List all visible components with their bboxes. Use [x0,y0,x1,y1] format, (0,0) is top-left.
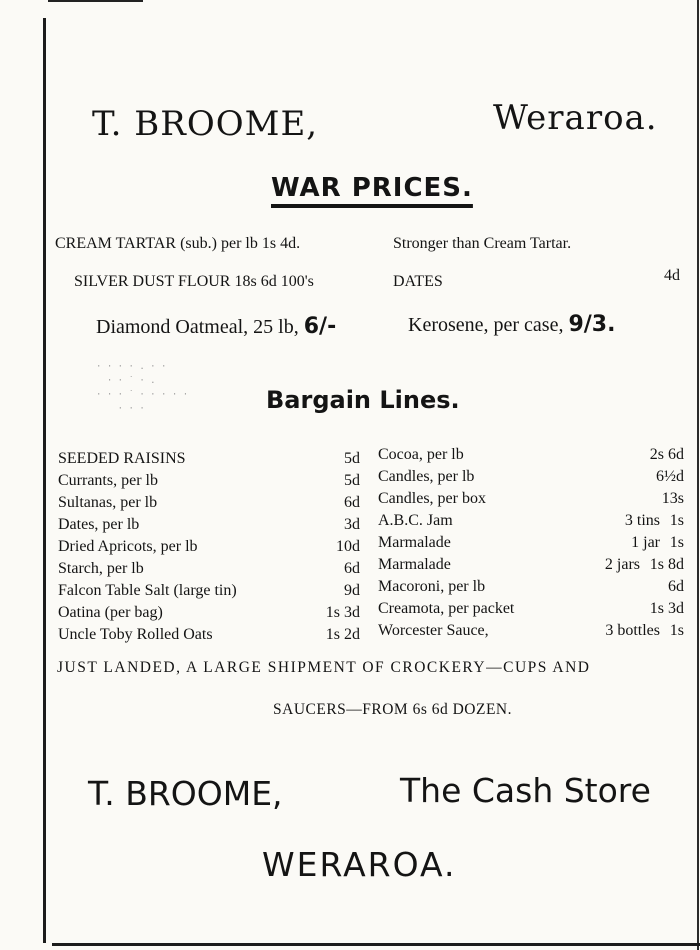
bargain-right-price: 1s 3d [649,600,684,617]
print-speckles: · · · · . · · · · ˙ · . · · · ˙ · · · · · · · · [96,362,189,414]
bargain-left-row [58,514,360,536]
bargain-lines-title: Bargain Lines. [266,386,460,414]
bargain-left-item: SEEDED RAISINS [58,450,186,467]
notice-line-1: JUST LANDED, A LARGE SHIPMENT OF CROCKERY—CUPS AND [57,659,591,676]
bargain-left-price: 6d [344,560,360,577]
bargain-left-item: Starch, per lb [58,560,144,577]
bargain-right-price: 6d [668,578,684,595]
kerosene-price: 9/3. [568,312,616,337]
bargain-right-item: Creamota, per packet [378,600,515,617]
oatmeal-price: 6/- [303,314,337,339]
bargain-left-item: Currants, per lb [58,472,158,489]
bargain-right-row [378,576,684,598]
bargain-right-item: Candles, per lb [378,468,475,485]
bargain-right-item: Marmalade [378,556,451,573]
dates-label: DATES [393,273,443,290]
bargain-left-item: Dates, per lb [58,516,140,533]
bargain-right-qty: 1 jar [631,534,660,551]
cream-tartar-line: CREAM TARTAR (sub.) per lb 1s 4d. [55,235,301,252]
bargain-right-item: A.B.C. Jam [378,512,453,529]
bargain-right-row [378,532,684,554]
bargain-right-item: Cocoa, per lb [378,446,464,463]
bargain-left-item: Sultanas, per lb [58,494,158,511]
oatmeal-label: Diamond Oatmeal, 25 lb, [96,316,299,338]
bargain-left-row [58,558,360,580]
bargain-left-price: 3d [344,516,360,533]
bargain-left-price: 9d [344,582,360,599]
bargain-right-qty: 3 bottles [605,622,660,639]
bargain-left-row [58,492,360,514]
bargain-left-list [58,448,360,646]
stronger-line: Stronger than Cream Tartar. [393,235,572,252]
right-border-rule [697,0,699,950]
oatmeal-line [96,314,336,339]
headline-war-prices: WAR PRICES. [271,173,473,203]
bargain-right-row [378,510,684,532]
kerosene-label: Kerosene, per case, [408,314,564,336]
bargain-left-row [58,536,360,558]
footer-town: WERAROA. [262,845,457,884]
bargain-left-item: Uncle Toby Rolled Oats [58,626,213,643]
bargain-left-price: 1s 2d [325,626,360,643]
left-border-rule [43,18,46,943]
bargain-left-item: Dried Apricots, per lb [58,538,198,555]
dates-price: 4d [664,267,680,284]
header-proprietor: T. BROOME, [92,104,319,144]
footer-proprietor: T. BROOME, [88,774,283,813]
top-rule [48,0,143,2]
bargain-left-price: 1s 3d [325,604,360,621]
bargain-right-row [378,554,684,576]
bargain-left-row [58,448,360,470]
bargain-right-row [378,488,684,510]
bargain-left-item: Oatina (per bag) [58,604,163,621]
bargain-right-row [378,620,684,642]
notice-line-2: SAUCERS—FROM 6s 6d DOZEN. [273,701,513,718]
bargain-right-qty: 2 jars [604,556,640,573]
bargain-right-price: 1s [669,622,684,639]
bargain-right-item: Marmalade [378,534,451,551]
bargain-left-item: Falcon Table Salt (large tin) [58,582,237,599]
bargain-right-item: Macoroni, per lb [378,578,486,595]
bargain-left-row [58,624,360,646]
bargain-right-price: 1s 8d [649,556,684,573]
bargain-left-price: 10d [336,538,360,555]
bargain-right-price: 1s [669,512,684,529]
bargain-right-price: 2s 6d [649,446,684,463]
bottom-border-rule [52,943,700,946]
bargain-left-price: 5d [344,450,360,467]
header-town: Weraroa. [493,98,658,138]
bargain-right-qty: 3 tins [624,512,660,529]
bargain-left-row [58,602,360,624]
bargain-right-item: Worcester Sauce, [378,622,489,639]
bargain-right-list [378,444,684,642]
bargain-right-row [378,444,684,466]
kerosene-line [408,312,615,337]
bargain-right-row [378,598,684,620]
bargain-left-row [58,470,360,492]
bargain-right-price: 1s [669,534,684,551]
bargain-left-price: 5d [344,472,360,489]
footer-store-name: The Cash Store [400,771,651,810]
bargain-right-price: 6½d [656,468,684,485]
bargain-right-item: Candles, per box [378,490,486,507]
bargain-right-price: 13s [661,490,684,507]
flour-line: SILVER DUST FLOUR 18s 6d 100's [74,273,314,290]
bargain-left-price: 6d [344,494,360,511]
bargain-left-row [58,580,360,602]
bargain-right-row [378,466,684,488]
